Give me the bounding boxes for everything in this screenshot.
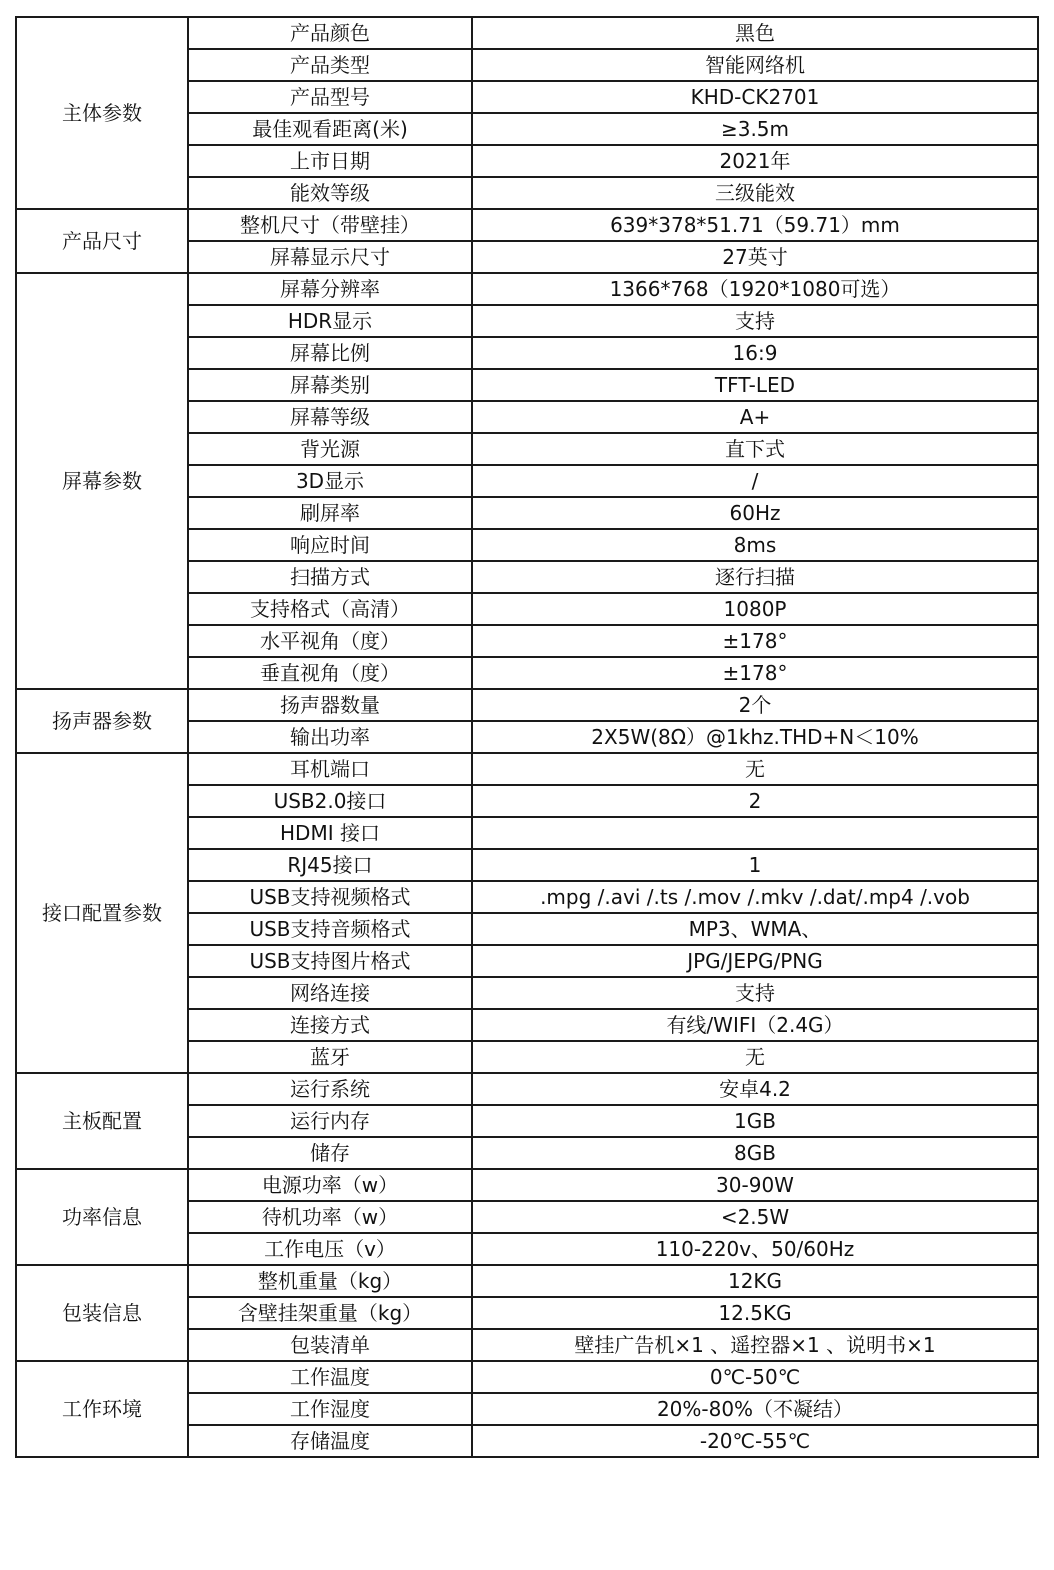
spec-key: 响应时间 <box>188 529 472 561</box>
group-label: 工作环境 <box>16 1361 188 1457</box>
spec-key: 上市日期 <box>188 145 472 177</box>
spec-value <box>472 817 1038 849</box>
spec-key: 刷屏率 <box>188 497 472 529</box>
spec-value: ±178° <box>472 625 1038 657</box>
spec-key: 工作电压（v） <box>188 1233 472 1265</box>
spec-key: 电源功率（w） <box>188 1169 472 1201</box>
spec-key: 耳机端口 <box>188 753 472 785</box>
spec-value: 20%-80%（不凝结） <box>472 1393 1038 1425</box>
table-row <box>16 1073 1038 1105</box>
spec-value: 支持 <box>472 977 1038 1009</box>
table-row <box>16 753 1038 785</box>
spec-key: 存储温度 <box>188 1425 472 1457</box>
spec-value: 黑色 <box>472 17 1038 49</box>
spec-key: 背光源 <box>188 433 472 465</box>
spec-value: 壁挂广告机×1 、遥控器×1 、说明书×1 <box>472 1329 1038 1361</box>
spec-value: 智能网络机 <box>472 49 1038 81</box>
spec-value: 有线/WIFI（2.4G） <box>472 1009 1038 1041</box>
spec-value: KHD-CK2701 <box>472 81 1038 113</box>
spec-key: 能效等级 <box>188 177 472 209</box>
spec-key: 运行系统 <box>188 1073 472 1105</box>
spec-key: HDMI 接口 <box>188 817 472 849</box>
spec-key: 扬声器数量 <box>188 689 472 721</box>
spec-value: 无 <box>472 753 1038 785</box>
table-row <box>16 1361 1038 1393</box>
table-row <box>16 17 1038 49</box>
spec-key: 产品型号 <box>188 81 472 113</box>
spec-value: 30-90W <box>472 1169 1038 1201</box>
spec-key: 整机重量（kg） <box>188 1265 472 1297</box>
spec-value: ±178° <box>472 657 1038 689</box>
spec-value: 0℃-50℃ <box>472 1361 1038 1393</box>
spec-key: 屏幕等级 <box>188 401 472 433</box>
table-row <box>16 1265 1038 1297</box>
spec-value: 16:9 <box>472 337 1038 369</box>
spec-key: 水平视角（度） <box>188 625 472 657</box>
table-row <box>16 209 1038 241</box>
spec-key: 输出功率 <box>188 721 472 753</box>
spec-value: 8ms <box>472 529 1038 561</box>
spec-key: USB支持视频格式 <box>188 881 472 913</box>
spec-key: USB支持音频格式 <box>188 913 472 945</box>
spec-value: 安卓4.2 <box>472 1073 1038 1105</box>
spec-key: 工作温度 <box>188 1361 472 1393</box>
spec-key: 含壁挂架重量（kg） <box>188 1297 472 1329</box>
spec-value: -20℃-55℃ <box>472 1425 1038 1457</box>
group-label: 主体参数 <box>16 17 188 209</box>
group-label: 包装信息 <box>16 1265 188 1361</box>
spec-value: 60Hz <box>472 497 1038 529</box>
spec-value: 1 <box>472 849 1038 881</box>
spec-value: 639*378*51.71（59.71）mm <box>472 209 1038 241</box>
spec-value: 27英寸 <box>472 241 1038 273</box>
spec-value: 1080P <box>472 593 1038 625</box>
spec-key: 储存 <box>188 1137 472 1169</box>
spec-key: 整机尺寸（带壁挂） <box>188 209 472 241</box>
spec-value: 2X5W(8Ω）@1khz.THD+N＜10% <box>472 721 1038 753</box>
group-label: 产品尺寸 <box>16 209 188 273</box>
spec-key: 产品颜色 <box>188 17 472 49</box>
spec-key: 蓝牙 <box>188 1041 472 1073</box>
spec-value: 110-220v、50/60Hz <box>472 1233 1038 1265</box>
spec-table <box>15 16 1039 1458</box>
spec-value: 逐行扫描 <box>472 561 1038 593</box>
spec-key: 扫描方式 <box>188 561 472 593</box>
spec-key: 工作湿度 <box>188 1393 472 1425</box>
group-label: 接口配置参数 <box>16 753 188 1073</box>
spec-key: 包装清单 <box>188 1329 472 1361</box>
spec-value: 直下式 <box>472 433 1038 465</box>
spec-value: 1366*768（1920*1080可选） <box>472 273 1038 305</box>
spec-key: 垂直视角（度） <box>188 657 472 689</box>
spec-key: 网络连接 <box>188 977 472 1009</box>
spec-value: 2个 <box>472 689 1038 721</box>
spec-key: HDR显示 <box>188 305 472 337</box>
spec-value: 12.5KG <box>472 1297 1038 1329</box>
spec-value: ≥3.5m <box>472 113 1038 145</box>
group-label: 主板配置 <box>16 1073 188 1169</box>
spec-key: 屏幕比例 <box>188 337 472 369</box>
spec-value: A+ <box>472 401 1038 433</box>
spec-key: 屏幕类别 <box>188 369 472 401</box>
spec-value: 2 <box>472 785 1038 817</box>
spec-key: 连接方式 <box>188 1009 472 1041</box>
spec-key: 支持格式（高清） <box>188 593 472 625</box>
spec-value: TFT-LED <box>472 369 1038 401</box>
spec-key: 最佳观看距离(米) <box>188 113 472 145</box>
spec-key: 3D显示 <box>188 465 472 497</box>
table-row <box>16 273 1038 305</box>
spec-key: 屏幕分辨率 <box>188 273 472 305</box>
spec-value: 支持 <box>472 305 1038 337</box>
spec-value: MP3、WMA、 <box>472 913 1038 945</box>
spec-key: 运行内存 <box>188 1105 472 1137</box>
spec-key: RJ45接口 <box>188 849 472 881</box>
spec-value: 12KG <box>472 1265 1038 1297</box>
spec-value: 2021年 <box>472 145 1038 177</box>
table-row <box>16 689 1038 721</box>
spec-value: 1GB <box>472 1105 1038 1137</box>
spec-value: 三级能效 <box>472 177 1038 209</box>
spec-key: USB2.0接口 <box>188 785 472 817</box>
spec-value: JPG/JEPG/PNG <box>472 945 1038 977</box>
spec-value: <2.5W <box>472 1201 1038 1233</box>
group-label: 屏幕参数 <box>16 273 188 689</box>
spec-value: .mpg /.avi /.ts /.mov /.mkv /.dat/.mp4 /.vob <box>472 881 1038 913</box>
group-label: 功率信息 <box>16 1169 188 1265</box>
group-label: 扬声器参数 <box>16 689 188 753</box>
spec-key: 产品类型 <box>188 49 472 81</box>
spec-key: USB支持图片格式 <box>188 945 472 977</box>
spec-table-body <box>16 17 1038 1457</box>
spec-value: 无 <box>472 1041 1038 1073</box>
spec-value: 8GB <box>472 1137 1038 1169</box>
table-row <box>16 1169 1038 1201</box>
spec-key: 屏幕显示尺寸 <box>188 241 472 273</box>
spec-key: 待机功率（w） <box>188 1201 472 1233</box>
spec-value: / <box>472 465 1038 497</box>
